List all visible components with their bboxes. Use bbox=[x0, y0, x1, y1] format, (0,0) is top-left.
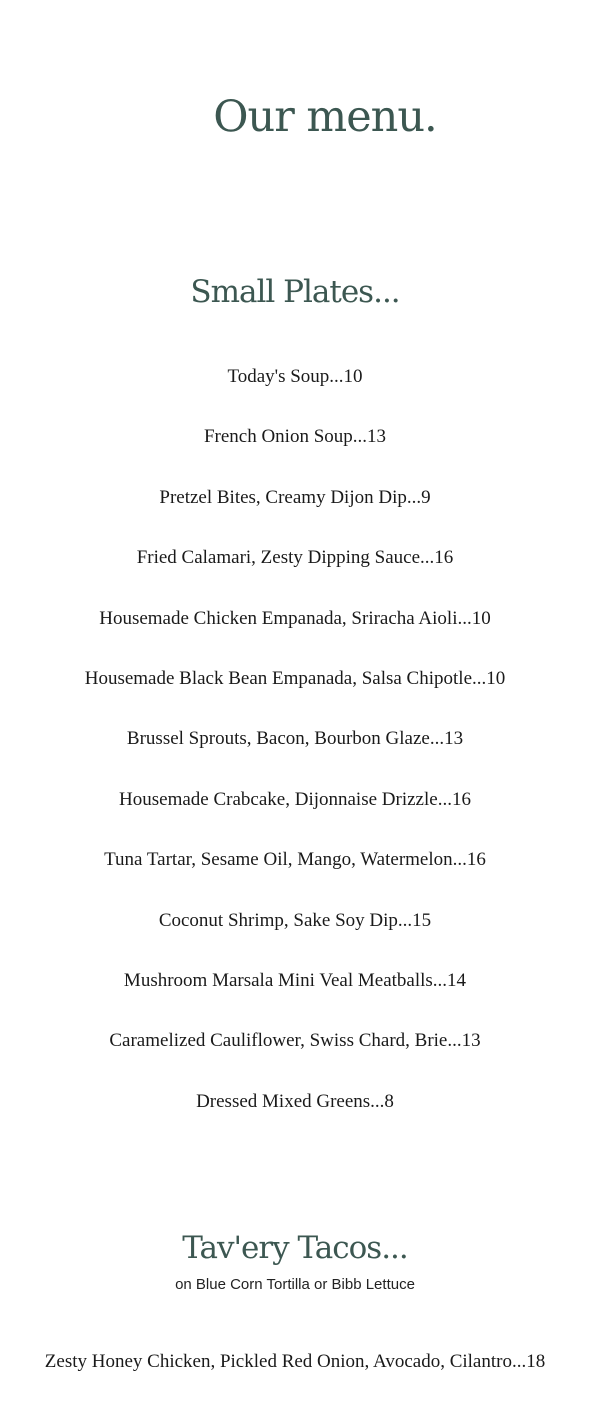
menu-item: Zesty Honey Chicken, Pickled Red Onion, Avocado, Cilantro...18 bbox=[44, 1351, 546, 1372]
tacos-list bbox=[0, 1347, 590, 1407]
menu-item: Coconut Shrimp, Sake Soy Dip...15 bbox=[158, 909, 432, 931]
menu-item: Pretzel Bites, Creamy Dijon Dip...9 bbox=[159, 486, 431, 508]
section-subtitle-tacos: on Blue Corn Tortilla or Bibb Lettuce bbox=[175, 1276, 415, 1293]
menu-item: Today's Soup...10 bbox=[227, 366, 363, 387]
menu-item: Housemade Chicken Empanada, Sriracha Aioli...10 bbox=[99, 607, 491, 629]
section-title-small-plates: Small Plates... bbox=[190, 274, 400, 310]
menu-item: Housemade Black Bean Empanada, Salsa Chipotle...10 bbox=[84, 667, 506, 689]
page-title: Our menu. bbox=[213, 92, 437, 142]
menu-item: Fried Calamari, Zesty Dipping Sauce...16 bbox=[136, 547, 454, 569]
menu-item: Caramelized Cauliflower, Swiss Chard, Brie...13 bbox=[109, 1030, 481, 1052]
menu-item: Mushroom Marsala Mini Veal Meatballs...14 bbox=[123, 969, 467, 991]
menu-item: Housemade Crabcake, Dijonnaise Drizzle...16 bbox=[119, 788, 471, 810]
menu-item: Brussel Sprouts, Bacon, Bourbon Glaze...13 bbox=[126, 728, 464, 750]
small-plates-list bbox=[0, 362, 590, 1147]
menu-item: Dressed Mixed Greens...8 bbox=[196, 1090, 394, 1112]
menu-item: French Onion Soup...13 bbox=[203, 426, 387, 448]
section-title-tacos: Tav'ery Tacos... bbox=[182, 1230, 408, 1266]
menu-item: Tuna Tartar, Sesame Oil, Mango, Watermelon...16 bbox=[104, 849, 486, 871]
